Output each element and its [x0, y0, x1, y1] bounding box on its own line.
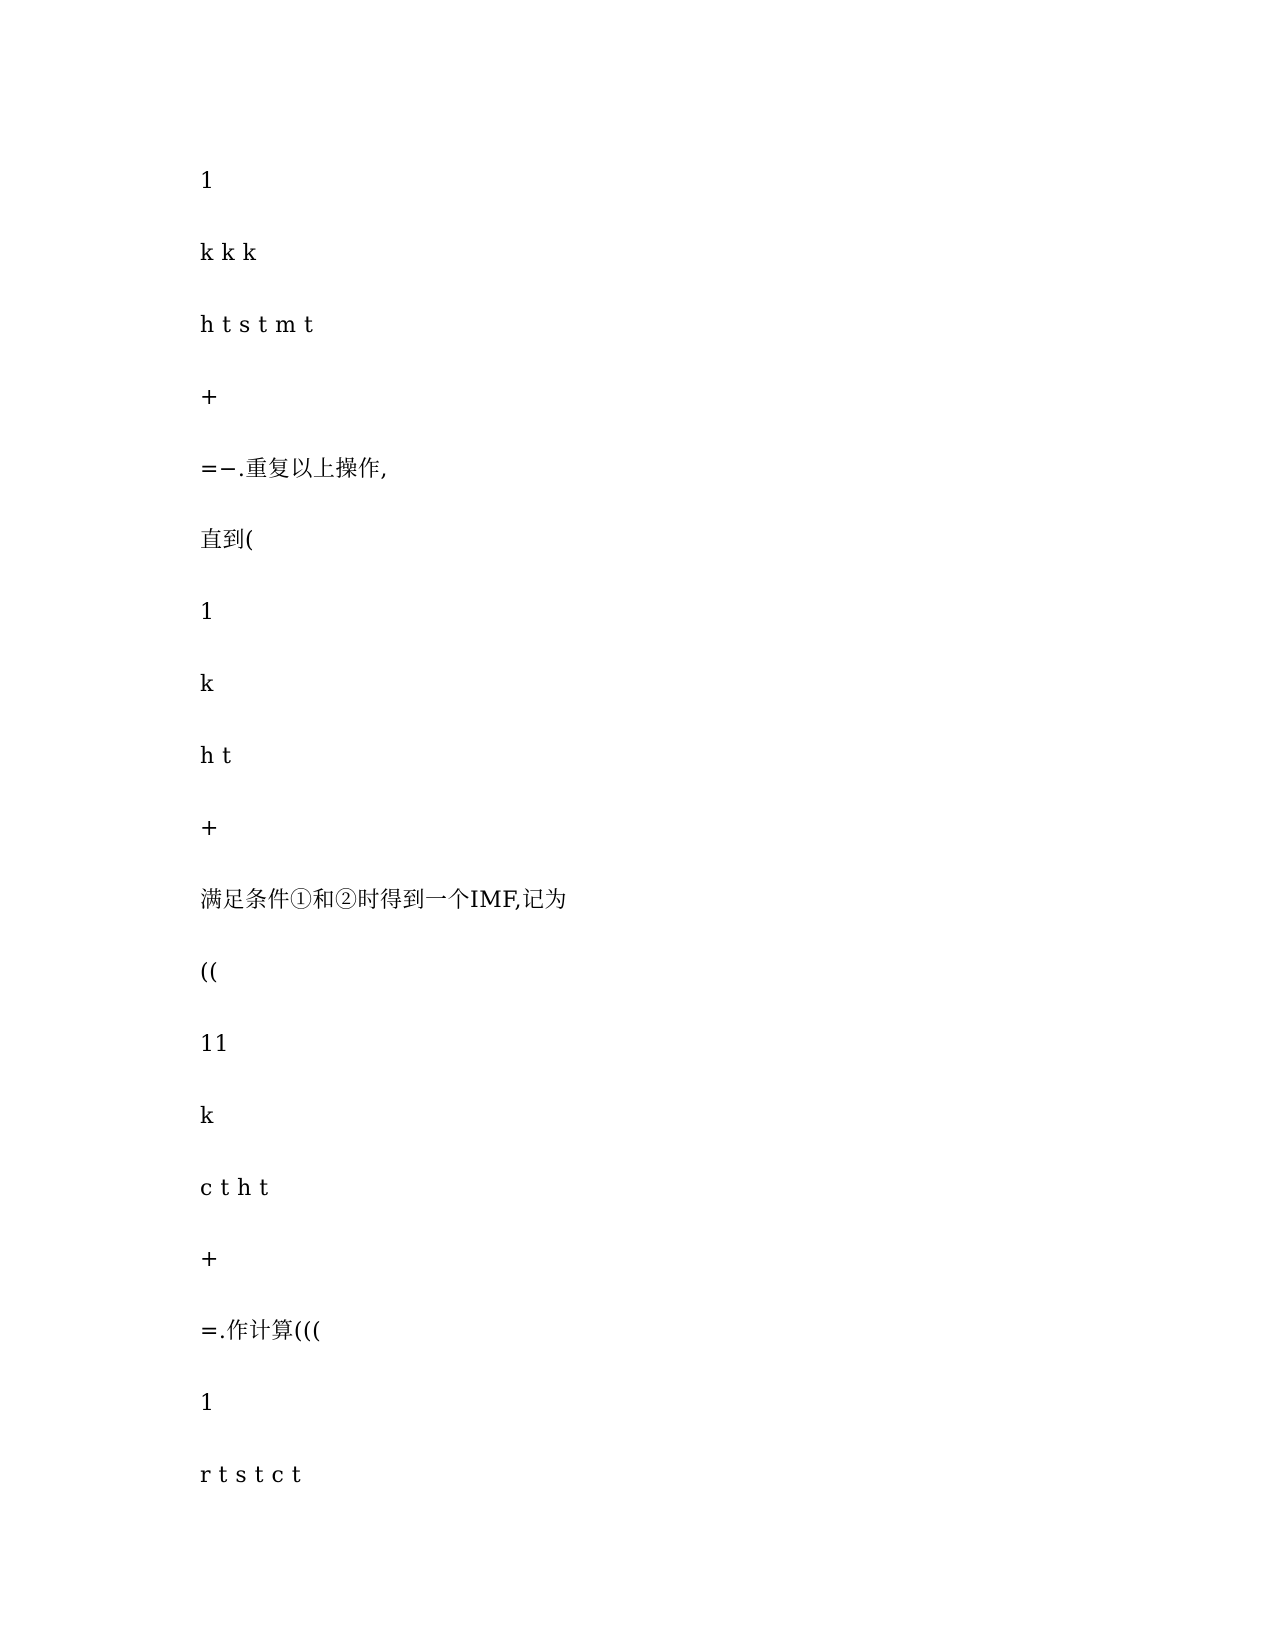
text-line-2: k k k: [200, 241, 257, 266]
text-line-7: 1: [200, 600, 215, 625]
text-line-6: 直到(: [200, 528, 255, 553]
text-line-12: ((: [200, 960, 219, 985]
text-line-8: k: [200, 672, 214, 697]
text-line-19: r t s t c t: [200, 1463, 302, 1488]
text-line-3: h t s t m t: [200, 313, 314, 338]
text-line-5: =−.重复以上操作,: [200, 457, 388, 482]
text-line-4: +: [200, 385, 219, 410]
text-line-10: +: [200, 816, 219, 841]
text-line-9: h t: [200, 744, 232, 769]
text-line-13: 11: [200, 1032, 229, 1057]
text-line-15: c t h t: [200, 1176, 269, 1201]
text-line-18: 1: [200, 1391, 215, 1416]
text-line-11: 满足条件①和②时得到一个IMF,记为: [200, 888, 568, 913]
text-line-14: k: [200, 1104, 214, 1129]
text-line-1: 1: [200, 169, 215, 194]
text-line-17: =.作计算(((: [200, 1319, 322, 1344]
text-line-16: +: [200, 1247, 219, 1272]
